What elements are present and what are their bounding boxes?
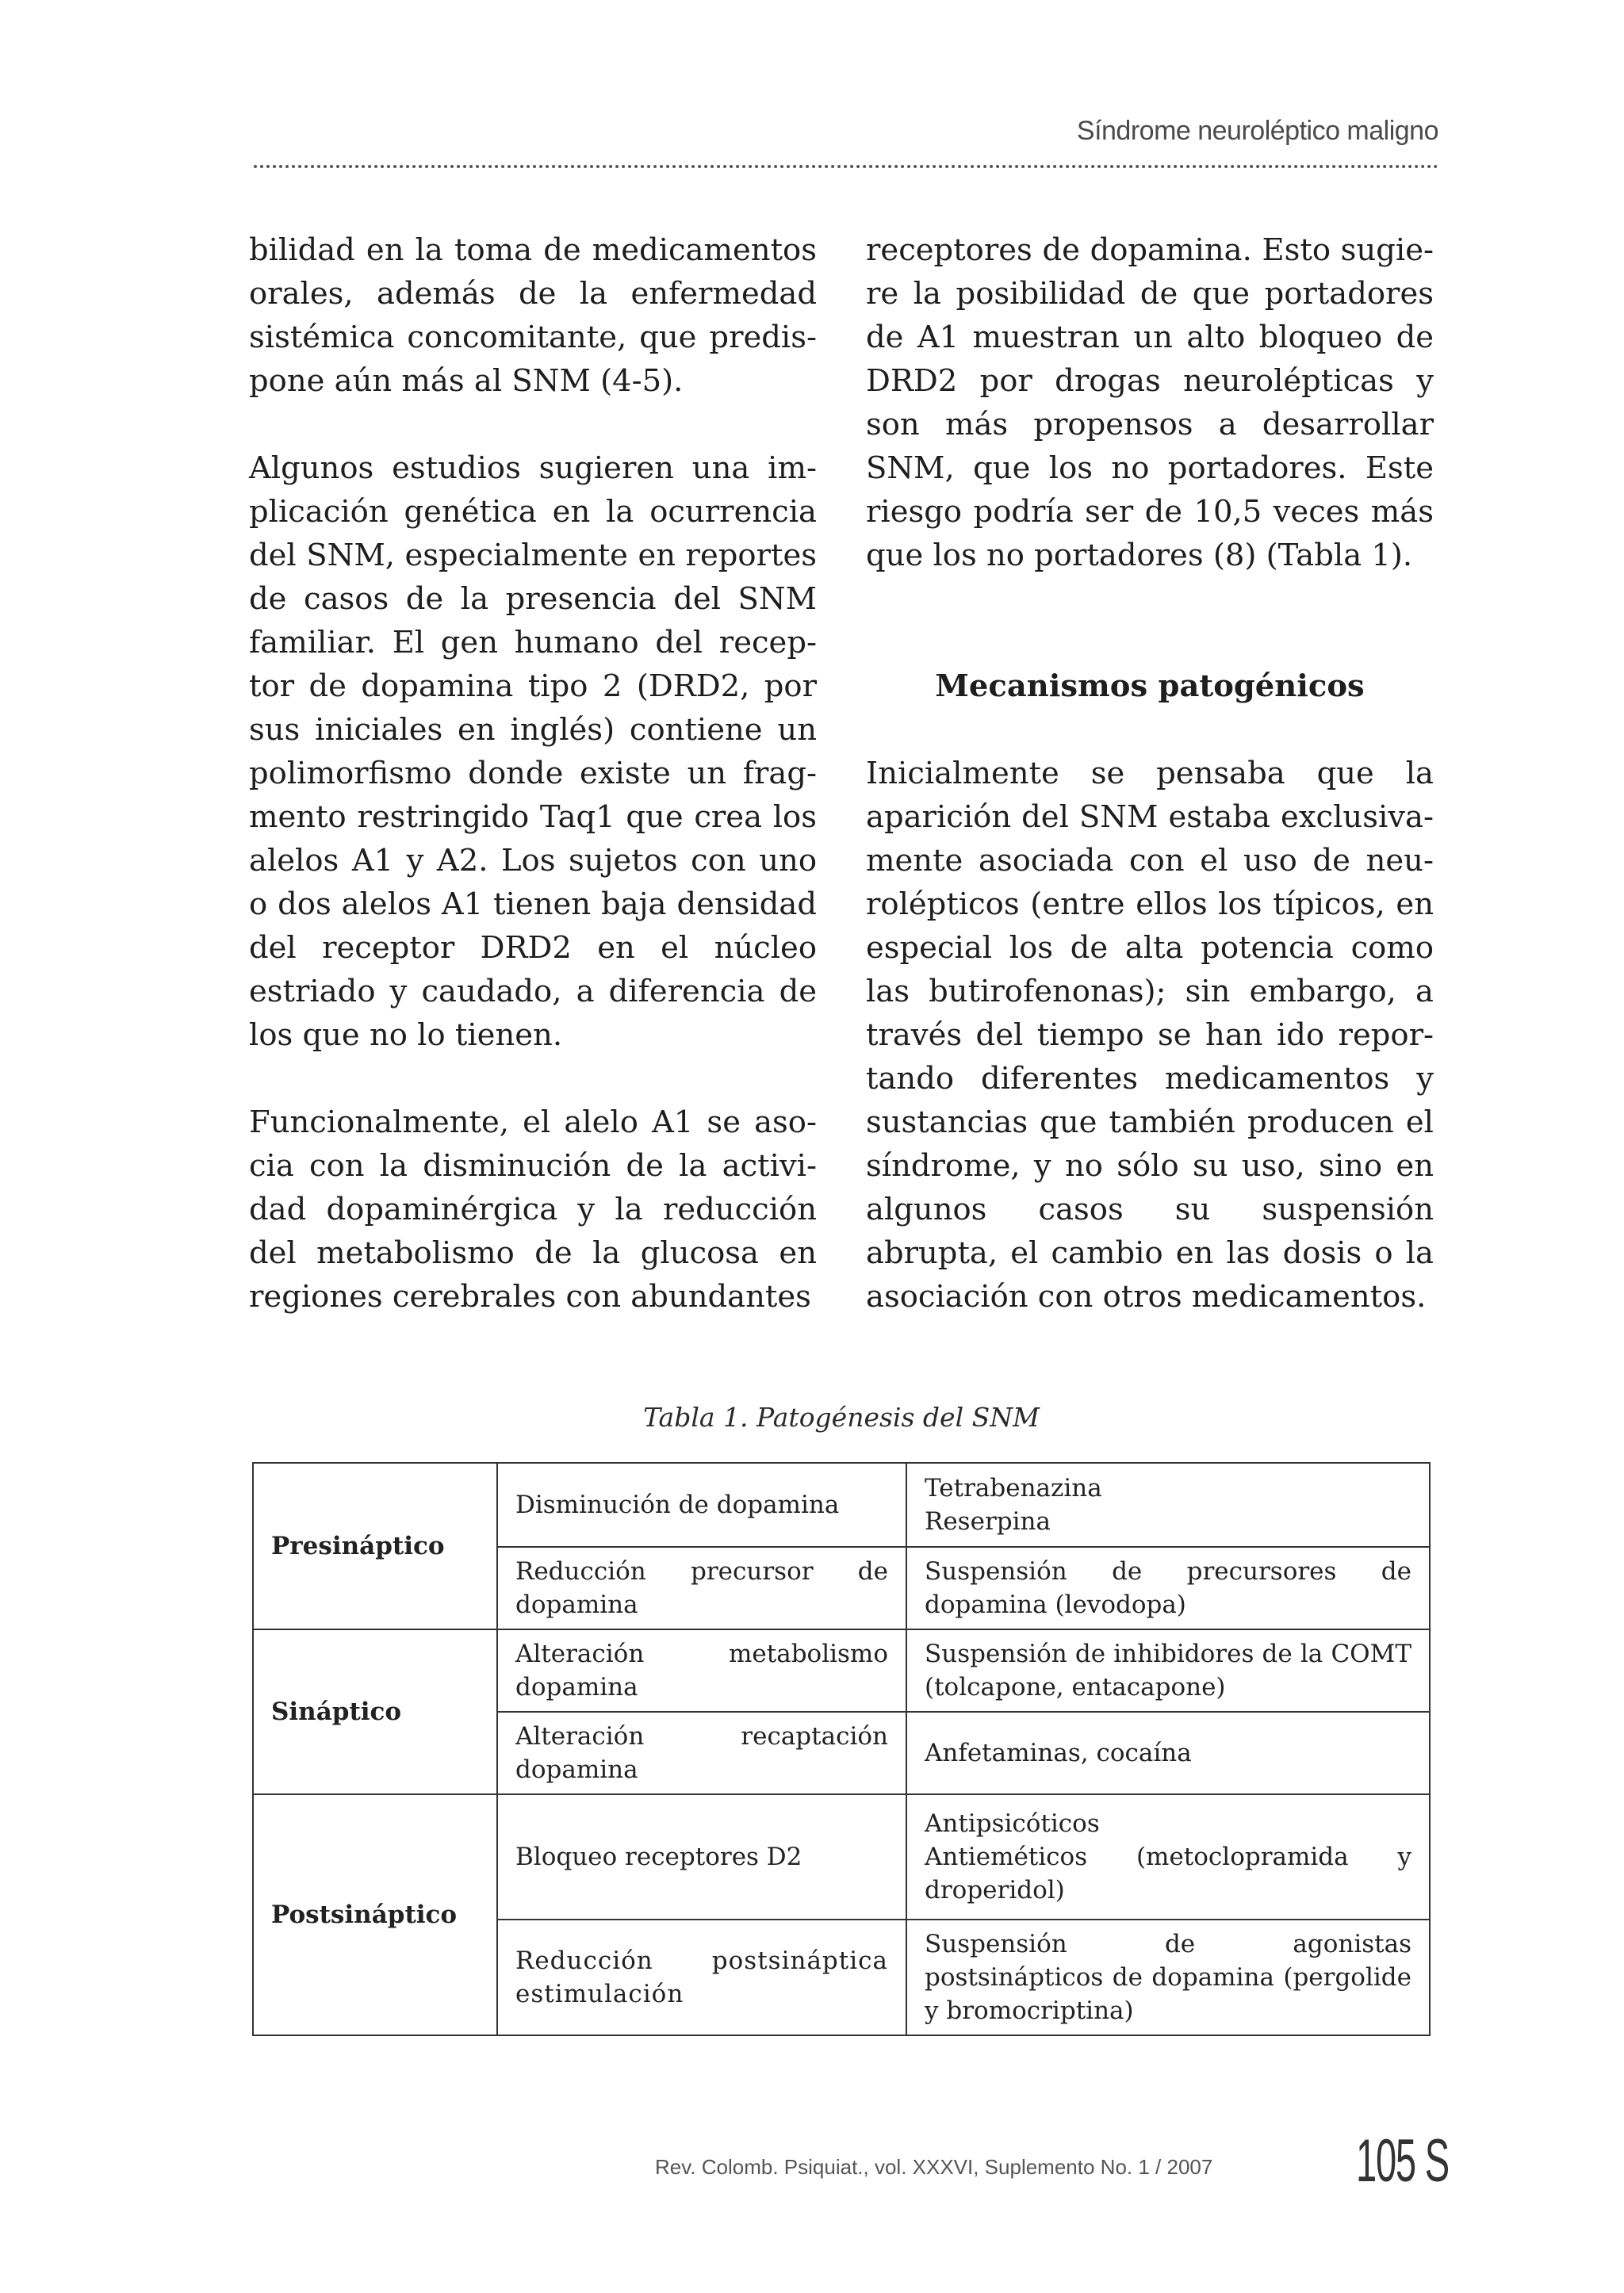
- paragraph: bilidad en la toma de medicamentos orales, además de la enfermedad sistémica concomitante, que predispone aún más al SNM (4-5).: [249, 232, 817, 399]
- mechanism-cell: Alteración recaptación dopamina: [497, 1712, 906, 1794]
- agents-cell: Suspensión de agonistas postsinápticos de dopamina (pergolide y bromocriptina): [906, 1920, 1430, 2035]
- agent-line: Antieméticos (metoclopramida y droperidol): [925, 1843, 1411, 1904]
- pathogenesis-table: [252, 1462, 1431, 2036]
- paragraph: receptores de dopamina. Esto sugiere la posibilidad de que portadores de A1 muestran un alto bloqueo de DRD2 por drogas neurolépticas y son más propensos a desarrollar SNM, que los no portadores. Este riesgo podría ser de 10,5 veces más que los no portadores (8) (Tabla 1).: [866, 232, 1434, 573]
- running-title: Síndrome neuroléptico maligno: [1076, 116, 1438, 146]
- mechanism-cell: Reducción postsináptica estimulación: [497, 1920, 906, 2035]
- section-heading: Mecanismos patogénicos: [935, 668, 1365, 704]
- group-label: Sináptico: [253, 1629, 497, 1794]
- right-column: [866, 228, 1434, 1319]
- mechanism-cell: Reducción precursor de dopamina: [497, 1547, 906, 1629]
- agent-line: Reserpina: [925, 1507, 1051, 1536]
- agents-cell: Anfetaminas, cocaína: [906, 1712, 1430, 1794]
- agents-cell: Suspensión de precursores de dopamina (levodopa): [906, 1547, 1430, 1629]
- table-caption: Tabla 1. Patogénesis del SNM: [643, 1402, 1040, 1433]
- group-label: Postsináptico: [253, 1794, 497, 2035]
- journal-citation: Rev. Colomb. Psiquiat., vol. XXXVI, Suplemento No. 1 / 2007: [655, 2155, 1213, 2179]
- paragraph: Algunos estudios sugieren una implicación genética en la ocurrencia del SNM, especialmente en reportes de casos de la presencia del SNM familiar. El gen humano del receptor de dopamina tipo 2 (DRD2, por sus iniciales en inglés) contiene un polimorfismo donde existe un fragmento restringido Taq1 que crea los alelos A1 y A2. Los sujetos con uno o dos alelos A1 tienen baja densidad del receptor DRD2 en el núcleo estriado y caudado, a diferencia de los que no lo tienen.: [249, 450, 817, 1053]
- left-column: [249, 228, 817, 1319]
- page-number: 105 S: [1356, 2127, 1449, 2195]
- agent-line: Tetrabenazina: [925, 1474, 1102, 1503]
- group-label: Presináptico: [253, 1463, 497, 1629]
- agents-cell: [906, 1463, 1430, 1547]
- agents-cell: [906, 1794, 1430, 1920]
- mechanism-cell: Bloqueo receptores D2: [497, 1794, 906, 1920]
- table-row: [253, 1629, 1430, 1712]
- table-row: [253, 1463, 1430, 1547]
- header-dotted-rule: [254, 165, 1438, 168]
- table-row: [253, 1794, 1430, 1920]
- mechanism-cell: Disminución de dopamina: [497, 1463, 906, 1547]
- agents-cell: Suspensión de inhibidores de la COMT (tolcapone, entacapone): [906, 1629, 1430, 1712]
- mechanism-cell: Alteración metabolismo dopamina: [497, 1629, 906, 1712]
- paragraph: Inicialmente se pensaba que la aparición del SNM estaba exclusivamente asociada con el uso de neurolépticos (entre ellos los típicos, en especial los de alta potencia como las butirofenonas); sin embargo, a través del tiempo se han ido reportando diferentes medicamentos y sustancias que también producen el síndrome, y no sólo su uso, sino en algunos casos su suspensión abrupta, el cambio en las dosis o la asociación con otros medicamentos.: [866, 756, 1434, 1315]
- paragraph: Funcionalmente, el alelo A1 se asocia con la disminución de la actividad dopaminérgica y la reducción del metabolismo de la glucosa en regiones cerebrales con abundantes: [249, 1104, 817, 1315]
- agent-line: Antipsicóticos: [925, 1809, 1100, 1838]
